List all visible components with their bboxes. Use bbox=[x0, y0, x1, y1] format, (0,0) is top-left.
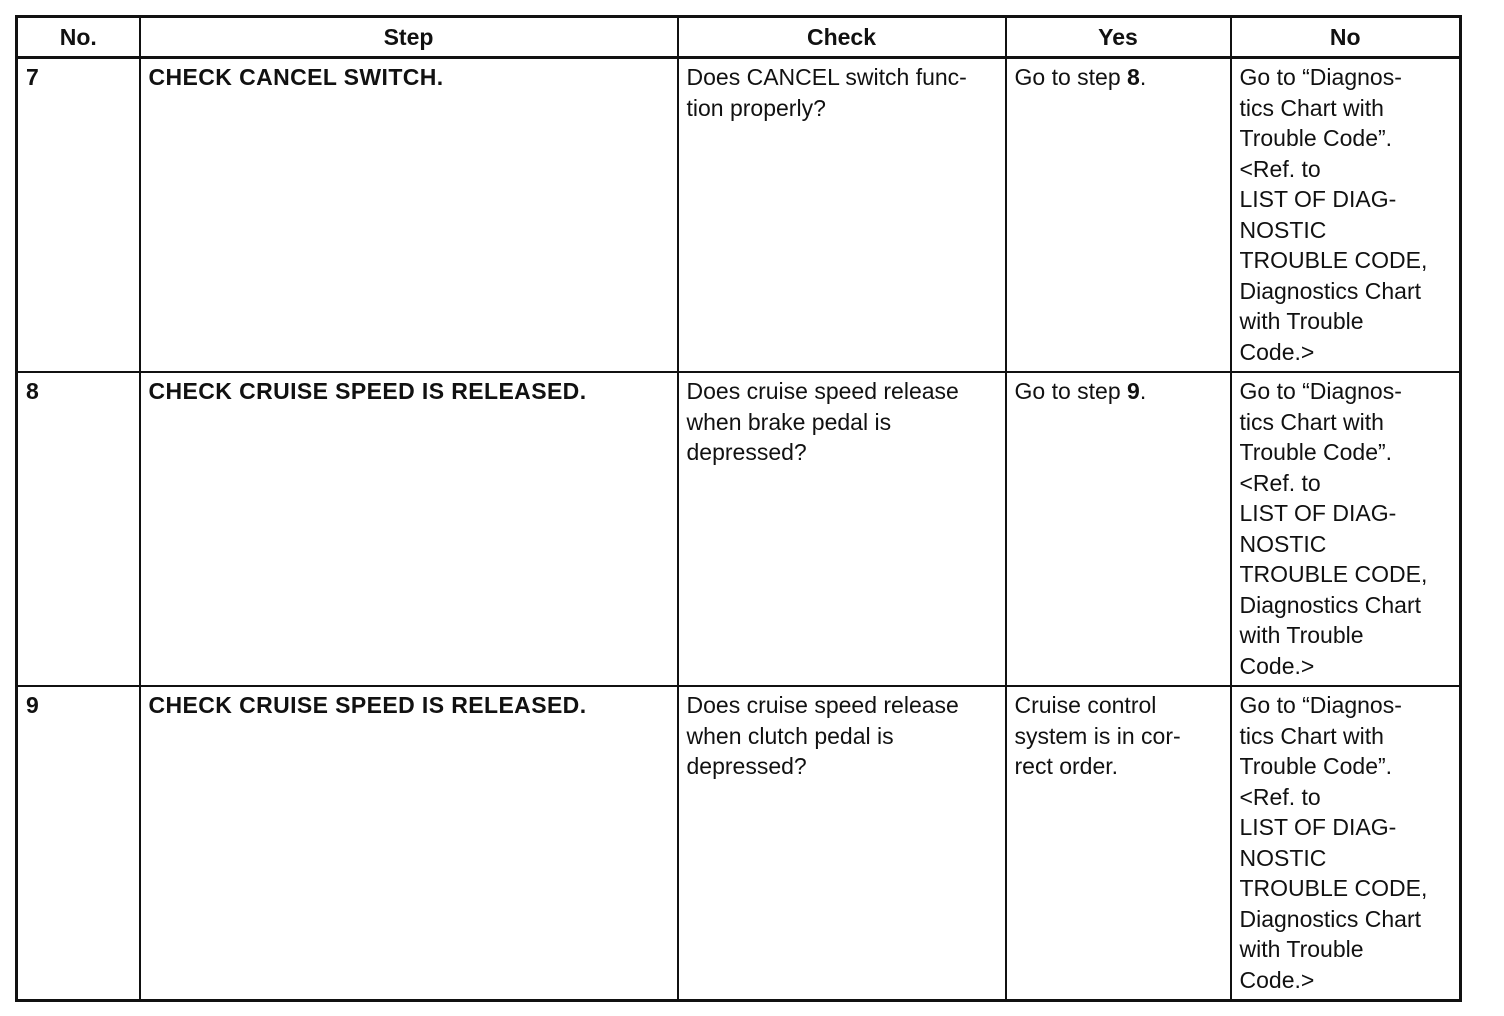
check-cell bbox=[678, 58, 1006, 373]
yes-suffix: . bbox=[1139, 64, 1147, 90]
no-cell bbox=[1231, 686, 1461, 1001]
check-line: depressed? bbox=[686, 753, 807, 779]
check-line: tion properly? bbox=[686, 94, 826, 121]
table-row bbox=[17, 58, 1461, 373]
no-line: Code.> bbox=[1239, 338, 1315, 365]
table-row bbox=[17, 686, 1461, 1001]
no-line: tics Chart with bbox=[1239, 722, 1384, 749]
no-line: Diagnostics Chart bbox=[1239, 277, 1422, 304]
no-line: with Trouble bbox=[1239, 308, 1364, 334]
header-no-action: No bbox=[1231, 17, 1461, 58]
no-line: Diagnostics Chart bbox=[1239, 591, 1422, 618]
check-line: Does CANCEL switch func- bbox=[686, 64, 967, 90]
no-line: tics Chart with bbox=[1239, 408, 1384, 435]
no-line: with Trouble bbox=[1239, 622, 1364, 648]
no-line: Diagnostics Chart bbox=[1239, 905, 1422, 932]
yes-line bbox=[1015, 376, 1222, 407]
row-number: 9 bbox=[17, 686, 140, 1001]
yes-step-number: 8 bbox=[1127, 64, 1140, 90]
no-line: Go to “Diagnos- bbox=[1239, 64, 1402, 90]
yes-cell bbox=[1006, 686, 1231, 1001]
yes-line: Cruise control bbox=[1014, 692, 1157, 718]
no-line: LIST OF DIAG- bbox=[1239, 500, 1397, 526]
yes-step-number: 9 bbox=[1127, 378, 1140, 404]
no-line: <Ref. to bbox=[1239, 783, 1321, 810]
no-line: <Ref. to bbox=[1239, 155, 1321, 182]
no-line: TROUBLE CODE, bbox=[1239, 561, 1428, 587]
header-row bbox=[17, 17, 1461, 58]
step-cell: CHECK CANCEL SWITCH. bbox=[140, 58, 678, 373]
step-cell: CHECK CRUISE SPEED IS RELEASED. bbox=[140, 372, 678, 686]
no-line: Trouble Code”. bbox=[1239, 125, 1393, 151]
row-number: 7 bbox=[17, 58, 140, 373]
header-yes: Yes bbox=[1006, 17, 1231, 58]
check-line: Does cruise speed release bbox=[686, 692, 959, 718]
no-line: <Ref. to bbox=[1239, 469, 1321, 496]
header-check: Check bbox=[678, 17, 1006, 58]
check-line: Does cruise speed release bbox=[686, 378, 959, 404]
no-cell bbox=[1231, 372, 1461, 686]
no-line: LIST OF DIAG- bbox=[1239, 186, 1397, 212]
no-line: Trouble Code”. bbox=[1239, 439, 1393, 465]
check-cell bbox=[678, 372, 1006, 686]
no-line: TROUBLE CODE, bbox=[1239, 247, 1428, 273]
check-cell bbox=[678, 686, 1006, 1001]
yes-suffix: . bbox=[1139, 378, 1147, 404]
row-number: 8 bbox=[17, 372, 140, 686]
no-cell bbox=[1231, 58, 1461, 373]
no-line: Code.> bbox=[1239, 966, 1315, 993]
yes-line bbox=[1015, 62, 1222, 93]
diagnostic-table bbox=[15, 15, 1462, 1002]
table-row bbox=[17, 372, 1461, 686]
header-no: No. bbox=[17, 17, 140, 58]
no-line: tics Chart with bbox=[1239, 94, 1384, 121]
yes-prefix: Go to step bbox=[1014, 378, 1128, 404]
check-line: when clutch pedal is bbox=[686, 722, 894, 749]
no-line: Go to “Diagnos- bbox=[1239, 378, 1402, 404]
yes-cell bbox=[1006, 58, 1231, 373]
no-line: with Trouble bbox=[1239, 936, 1364, 962]
no-line: NOSTIC bbox=[1239, 844, 1327, 871]
no-line: Go to “Diagnos- bbox=[1239, 692, 1402, 718]
check-line: when brake pedal is bbox=[686, 408, 892, 435]
no-line: Code.> bbox=[1239, 652, 1315, 679]
header-step: Step bbox=[140, 17, 678, 58]
check-line: depressed? bbox=[686, 439, 807, 465]
yes-line: system is in cor- bbox=[1014, 722, 1181, 749]
step-cell: CHECK CRUISE SPEED IS RELEASED. bbox=[140, 686, 678, 1001]
no-line: NOSTIC bbox=[1239, 530, 1327, 557]
no-line: LIST OF DIAG- bbox=[1239, 814, 1397, 840]
yes-prefix: Go to step bbox=[1014, 64, 1128, 90]
no-line: NOSTIC bbox=[1239, 216, 1327, 243]
yes-cell bbox=[1006, 372, 1231, 686]
no-line: Trouble Code”. bbox=[1239, 753, 1393, 779]
no-line: TROUBLE CODE, bbox=[1239, 875, 1428, 901]
yes-line: rect order. bbox=[1014, 753, 1119, 779]
